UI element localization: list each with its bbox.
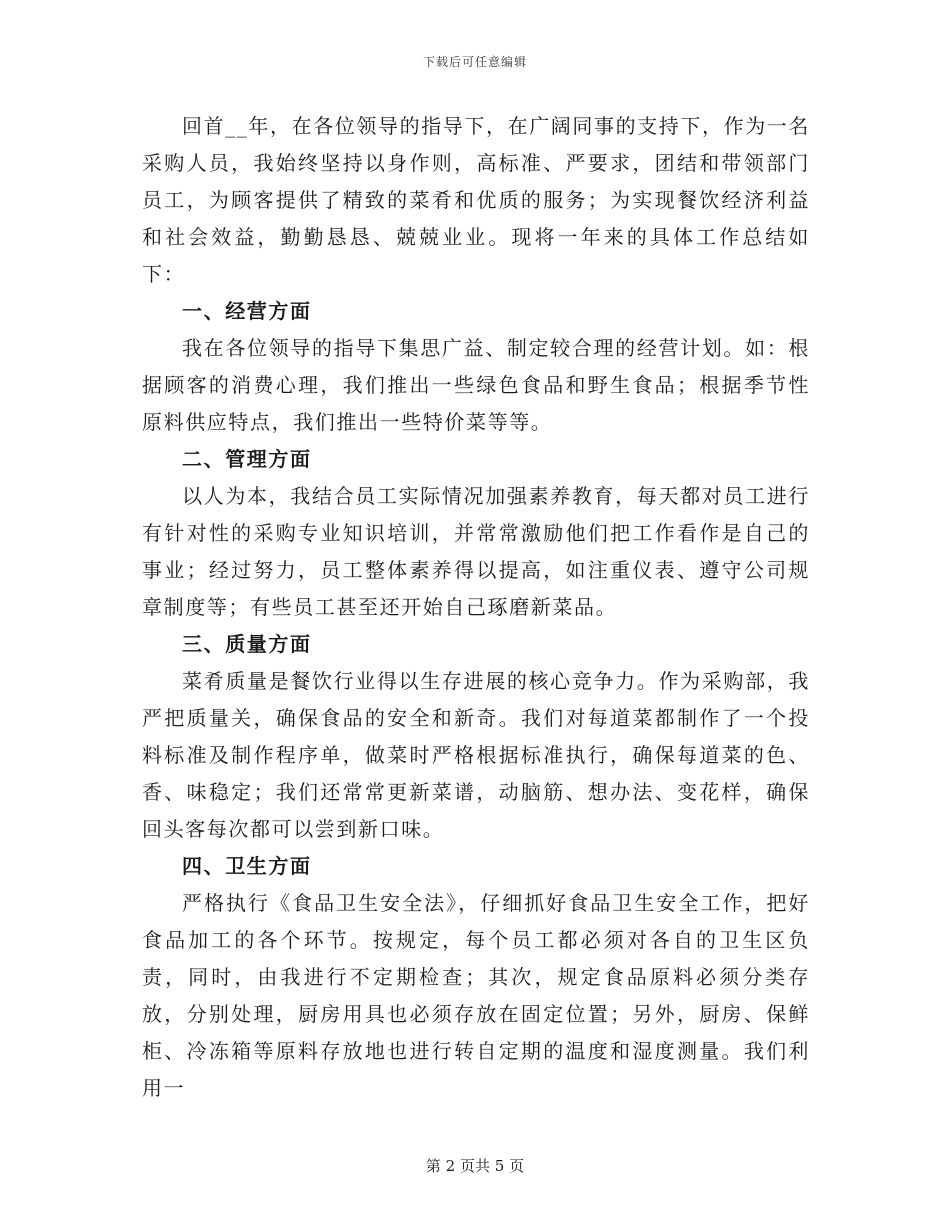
section-text-management: 以人为本，我结合员工实际情况加强素养教育，每天都对员工进行有针对性的采购专业知识培训，并常常激励他们把工作看作是自己的事业；经过努力，员工整体素养得以提高，如注重仪表、遵守公司规章制度等；有些员工甚至还开始自己琢磨新菜品。	[142, 484, 810, 619]
section-heading-hygiene: 四、卫生方面	[182, 854, 312, 878]
page-number: 第 2 页共 5 页	[425, 1157, 525, 1175]
intro-paragraph: 回首__年，在各位领导的指导下，在广阔同事的支持下，作为一名采购人员，我始终坚持以身作则，高标准、严要求，团结和带领部门员工，为顾客提供了精致的菜肴和优质的服务；为实现餐饮经济利益和社会效益，勤勤恳恳、兢兢业业。现将一年来的具体工作总结如下：	[142, 114, 810, 286]
page-header: 下载后可任意编辑	[422, 55, 527, 69]
section-text-hygiene: 严格执行《食品卫生安全法》，仔细抓好食品卫生安全工作，把好食品加工的各个环节。按规定，每个员工都必须对各自的卫生区负责，同时，由我进行不定期检查；其次，规定食品原料必须分类存放，分别处理，厨房用具也必须存放在固定位置；另外，厨房、保鲜柜、冷冻箱等原料存放地也进行转自定期的温度和湿度测量。我们利用一	[142, 891, 810, 1100]
section-heading-quality: 三、质量方面	[182, 632, 312, 656]
section-heading-operations: 一、经营方面	[182, 299, 312, 323]
section-text-quality: 菜肴质量是餐饮行业得以生存进展的核心竞争力。作为采购部，我严把质量关，确保食品的安全和新奇。我们对每道菜都制作了一个投料标准及制作程序单，做菜时严格根据标准执行，确保每道菜的色、香、味稳定；我们还常常更新菜谱，动脑筋、想办法、变花样，确保回头客每次都可以尝到新口味。	[142, 669, 810, 841]
section-text-operations: 我在各位领导的指导下集思广益、制定较合理的经营计划。如：根据顾客的消费心理，我们推出一些绿色食品和野生食品；根据季节性原料供应特点，我们推出一些特价菜等等。	[142, 336, 810, 434]
section-heading-management: 二、管理方面	[182, 447, 312, 471]
document-body	[142, 108, 810, 1107]
